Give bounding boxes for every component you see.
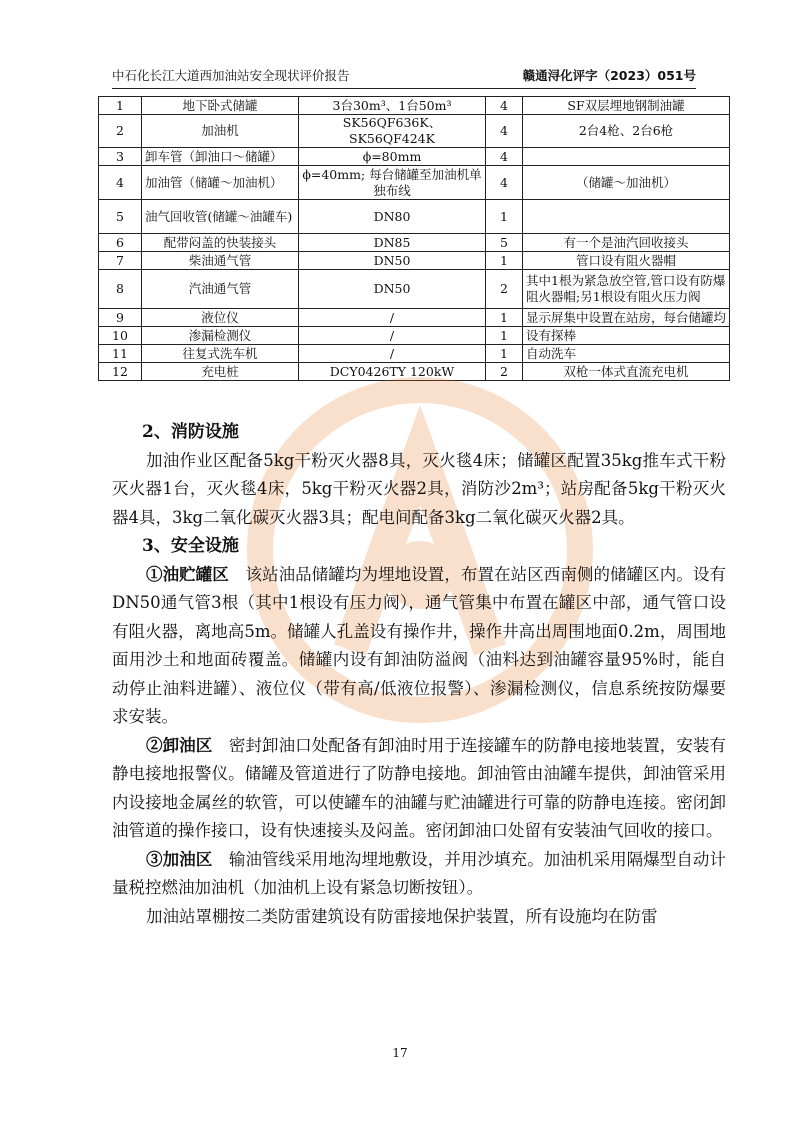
equipment-name: 柴油通气管 (142, 252, 299, 270)
table-row (99, 345, 730, 363)
equipment-note (523, 200, 730, 234)
report-number: 赣通浔化评字（2023）051号 (522, 68, 696, 83)
equipment-quantity: 1 (486, 345, 523, 363)
equipment-name: 液位仪 (142, 309, 299, 327)
fuel-label: ③加油区 (146, 849, 213, 869)
equipment-name: 加油机 (142, 115, 299, 148)
fuel-paragraph (112, 846, 726, 903)
table-row (99, 97, 730, 115)
equipment-quantity: 2 (486, 270, 523, 309)
equipment-quantity: 1 (486, 327, 523, 345)
equipment-note: SF双层埋地钢制油罐 (523, 97, 730, 115)
equipment-spec: DN50 (299, 270, 486, 309)
equipment-spec: SK56QF636K、SK56QF424K (299, 115, 486, 148)
row-number: 3 (99, 148, 142, 166)
equipment-table (98, 96, 730, 381)
section-heading-safety: 3、安全设施 (142, 536, 239, 556)
tank-text: 该站油品储罐均为埋地设置，布置在站区西南侧的储罐区内。设有DN50通气管3根（其中1根设有压力阀），通气管集中布置在罐区中部，通气管口设有阻火器，离地高5m。储罐人孔盖设有操作井，操作井高出周围地面0.2m，周围地面用沙土和地面砖覆盖。储罐内设有卸油防溢阀（油料达到油罐容量95%时，能自动停止油料进罐）、液位仪（带有高/低液位报警）、渗漏检测仪，信息系统按防爆要求安装。 (112, 564, 727, 726)
equipment-note: 2台4枪、2台6枪 (523, 115, 730, 148)
row-number: 7 (99, 252, 142, 270)
table-row (99, 148, 730, 166)
table-row (99, 200, 730, 234)
table-row (99, 270, 730, 309)
row-number: 9 (99, 309, 142, 327)
equipment-quantity: 1 (486, 200, 523, 234)
table-row (99, 115, 730, 148)
row-number: 2 (99, 115, 142, 148)
fuel-text: 输油管线采用地沟埋地敷设，并用沙填充。加油机采用隔爆型自动计量税控燃油加油机（加油机上设有紧急切断按钮）。 (112, 849, 727, 897)
equipment-name: 渗漏检测仪 (142, 327, 299, 345)
table-row (99, 234, 730, 252)
equipment-name: 加油管（储罐～加油机） (142, 166, 299, 200)
section-heading-fire: 2、消防设施 (142, 422, 239, 442)
tank-label: ①油贮罐区 (146, 564, 229, 584)
table-row (99, 363, 730, 381)
equipment-quantity: 4 (486, 148, 523, 166)
equipment-spec: ϕ=40mm; 每台储罐至加油机单独布线 (299, 166, 486, 200)
equipment-quantity: 4 (486, 115, 523, 148)
equipment-name: 汽油通气管 (142, 270, 299, 309)
equipment-name: 卸车管（卸油口～储罐） (142, 148, 299, 166)
tank-paragraph (112, 561, 726, 732)
row-number: 8 (99, 270, 142, 309)
canopy-paragraph: 加油站罩棚按二类防雷建筑设有防雷接地保护装置，所有设施均在防雷 (146, 906, 658, 926)
row-number: 4 (99, 166, 142, 200)
equipment-spec: DN50 (299, 252, 486, 270)
equipment-name: 往复式洗车机 (142, 345, 299, 363)
fire-section (112, 418, 726, 931)
equipment-spec: / (299, 345, 486, 363)
equipment-spec: DN85 (299, 234, 486, 252)
equipment-spec: DN80 (299, 200, 486, 234)
equipment-note: 设有探棒 (523, 327, 730, 345)
equipment-spec: DCY0426TY 120kW (299, 363, 486, 381)
equipment-name: 配带闷盖的快装接头 (142, 234, 299, 252)
row-number: 5 (99, 200, 142, 234)
equipment-quantity: 4 (486, 97, 523, 115)
table-row (99, 327, 730, 345)
equipment-note: 其中1根为紧急放空管,管口设有防爆阻火器帽;另1根设有阻火压力阀 (523, 270, 730, 309)
equipment-spec: 3台30m³、1台50m³ (299, 97, 486, 115)
unload-label: ②卸油区 (146, 735, 213, 755)
equipment-quantity: 1 (486, 309, 523, 327)
equipment-note: （储罐～加油机） (523, 166, 730, 200)
equipment-name: 充电桩 (142, 363, 299, 381)
equipment-note: 双枪一体式直流充电机 (523, 363, 730, 381)
table-row (99, 309, 730, 327)
equipment-note: 有一个是油汽回收接头 (523, 234, 730, 252)
equipment-note (523, 148, 730, 166)
equipment-quantity: 1 (486, 252, 523, 270)
fire-paragraph: 加油作业区配备5kg干粉灭火器8具，灭火毯4床；储罐区配置35kg推车式干粉灭火器1台，灭火毯4床，5kg干粉灭火器2具，消防沙2m³；站房配备5kg干粉灭火器4具，3kg二氧化碳灭火器3具；配电间配备3kg二氧化碳灭火器2具。 (112, 450, 726, 527)
report-title: 中石化长江大道西加油站安全现状评价报告 (112, 68, 350, 83)
equipment-spec: / (299, 309, 486, 327)
table-row (99, 166, 730, 200)
equipment-note: 自动洗车 (523, 345, 730, 363)
unload-paragraph (112, 732, 726, 846)
equipment-note: 管口设有阻火器帽 (523, 252, 730, 270)
page-number: 17 (392, 1046, 408, 1060)
table-row (99, 252, 730, 270)
equipment-spec: / (299, 327, 486, 345)
equipment-spec: ϕ=80mm (299, 148, 486, 166)
equipment-name: 地下卧式储罐 (142, 97, 299, 115)
page-header (112, 66, 696, 89)
row-number: 6 (99, 234, 142, 252)
equipment-quantity: 4 (486, 166, 523, 200)
row-number: 12 (99, 363, 142, 381)
equipment-quantity: 5 (486, 234, 523, 252)
equipment-quantity: 2 (486, 363, 523, 381)
row-number: 11 (99, 345, 142, 363)
equipment-name: 油气回收管(储罐～油罐车) (142, 200, 299, 234)
equipment-note: 显示屏集中设置在站房，每台储罐均 (523, 309, 730, 327)
row-number: 10 (99, 327, 142, 345)
unload-text: 密封卸油口处配备有卸油时用于连接罐车的防静电接地装置，安装有静电接地报警仪。储罐及管道进行了防静电接地。卸油管由油罐车提供，卸油管采用内设接地金属丝的软管，可以使罐车的油罐与贮油罐进行可靠的防静电连接。密闭卸油管道的操作接口，设有快速接头及闷盖。密闭卸油口处留有安装油气回收的接口。 (112, 735, 727, 840)
row-number: 1 (99, 97, 142, 115)
